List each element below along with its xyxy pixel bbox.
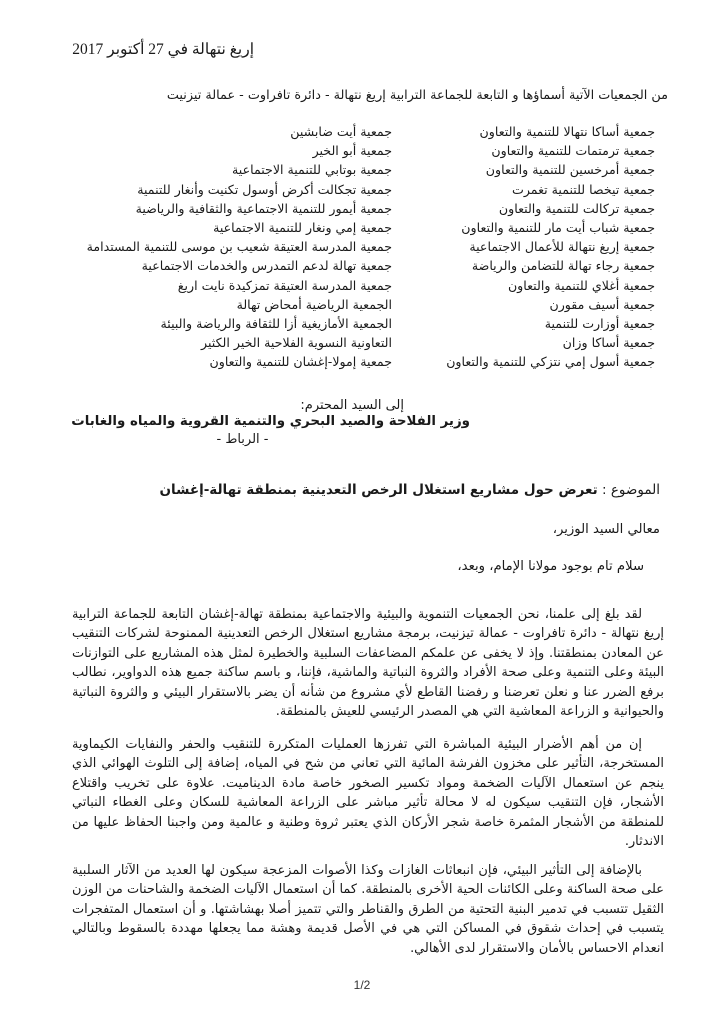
association-item: جمعية رجاء تهالة للتضامن والرياضة bbox=[471, 258, 655, 274]
associations-list-left bbox=[80, 122, 392, 371]
association-item: جمعية أمرخسين للتنمية والتعاون bbox=[485, 162, 655, 178]
association-item: التعاونية النسوية الفلاحية الخير الكثير bbox=[201, 335, 392, 351]
association-item: جمعية تيخصا للتنمية تغمرت bbox=[511, 181, 655, 197]
sender-line: من الجمعيات الآتية أسماؤها و التابعة للجماعة الترابية إريغ نتهالة - دائرة تافراوت - عمالة تيزنيت bbox=[166, 88, 668, 103]
addressee-city: - الرباط - bbox=[216, 432, 269, 447]
associations-list-right bbox=[380, 122, 655, 371]
addressee-minister: وزير الفلاحة والصيد البحري والتنمية القروية والمياه والغابات bbox=[71, 414, 470, 429]
date-line: إريغ نتهالة في 27 أكتوبر 2017 bbox=[72, 41, 254, 58]
subject-line bbox=[100, 482, 660, 498]
association-item: جمعية إمولا-إغشان للتنمية والتعاون bbox=[209, 354, 392, 370]
association-item: جمعية تهالة لدعم التمدرس والخدمات الاجتماعية bbox=[141, 258, 392, 274]
addressee-label: إلى السيد المحترم: bbox=[300, 398, 404, 413]
association-item: جمعية أيمور للتنمية الاجتماعية والثقافية والرياضية bbox=[135, 200, 392, 216]
association-item: جمعية ترمتمات للتنمية والتعاون bbox=[491, 143, 655, 159]
body-paragraph: إن من أهم الأضرار البيئية المباشرة التي تفرزها العمليات المتكررة للتنقيب والحفر والنفايات الكيماوية المستخرجة، التأثير على مخزون الفرشة المائية التي تعاني من شح في المياه، إضافة إلى التلوث الهوائي الذي ينجم عن استعمال الآليات الضخمة ومواد تكسير الصخور خاصة مادة الديناميت. علاوة على تخريب واقتلاع الأشجار، فإن التنقيب سيكون له لا محالة تأثير مباشر على الزراعة المعاشية للسكان وعلى الغطاء النباتي للمنطقة من الأشجار المثمرة خاصة شجر الأركان الذي يعتبر ثروة وطنية و عالمية ومن واجبنا الحفاظ عليها من الاندثار. bbox=[72, 736, 664, 849]
subject-label: الموضوع : bbox=[602, 482, 660, 498]
association-item: جمعية أساكا نتهالا للتنمية والتعاون bbox=[479, 124, 655, 139]
subject-text: تعرض حول مشاريع استغلال الرخص التعدينية بمنطقة تهالة-إغشان bbox=[159, 482, 598, 498]
association-item: جمعية المدرسة العتيقة تمزكيدة نايت اريغ bbox=[177, 277, 392, 293]
association-item: جمعية أسول إمي نتزكي للتنمية والتعاون bbox=[446, 354, 655, 370]
association-item: جمعية أبو الخير bbox=[312, 143, 392, 159]
association-item: جمعية أساكا وزان bbox=[562, 335, 655, 351]
association-item: جمعية تركالت للتنمية والتعاون bbox=[498, 200, 655, 216]
salutation: معالي السيد الوزير، bbox=[552, 522, 660, 537]
association-item: جمعية إريغ نتهالة للأعمال الاجتماعية bbox=[469, 239, 655, 255]
association-item: جمعية شباب أيت مار للتنمية والتعاون bbox=[461, 219, 655, 235]
greeting: سلام تام بوجود مولانا الإمام، وبعد، bbox=[457, 559, 644, 574]
association-item: جمعية أسيف مقورن bbox=[549, 296, 655, 312]
body-paragraph: بالإضافة إلى التأثير البيئي، فإن انبعاثات الغازات وكذا الأصوات المزعجة سيكون لها العديد من الآثار السلبية على صحة الساكنة وعلى الكائنات الحية الأخرى بالمنطقة. كما أن استعمال الآليات الضخمة والشاحنات من الوزن الثقيل تتسبب في تدمير البنية التحتية من الطرق والقناطر والتي تتميز أصلا بهشاشتها. و أن استعمال المتفجرات يتسبب في إحداث شقوق في المساكن التي هي في الأصل قديمة وهشة مما يجعلها مهددة بالسقوط وبالتالي انعدام الاحساس بالأمان والاستقرار لدى الأهالي. bbox=[72, 862, 664, 956]
association-item: جمعية أيت ضابشين bbox=[290, 124, 392, 139]
association-item: جمعية بوتابي للتنمية الاجتماعية bbox=[232, 162, 392, 178]
association-item: جمعية أغلاي للتنمية والتعاون bbox=[507, 277, 655, 293]
association-item: جمعية تجكالت أكرض أوسول تكنيت وأنغار للتنمية bbox=[137, 181, 392, 197]
association-item: الجمعية الأمازيغية أزا للثقافة والرياضة والبيئة bbox=[160, 315, 392, 331]
association-item: جمعية المدرسة العتيقة شعيب بن موسى للتنمية المستدامة bbox=[86, 239, 392, 255]
body-paragraph: لقد بلغ إلى علمنا، نحن الجمعيات التنموية والبيئية والاجتماعية بمنطقة تهالة-إغشان التابعة للجماعة الترابية إريغ نتهالة - دائرة تافراوت - عمالة تيزنيت، برمجة مشاريع استغلال الرخص التعدينية الممنوحة لشركات التنقيب عن المعادن بمنطقتنا. وإذ لا يخفى عن علمكم المضاعفات السلبية والخطيرة لمثل هذه المشاريع على التوازنات البيئة وعلى التنمية وعلى صحة الأفراد والثروة النباتية والماشية، فإننا، و باسم ساكنة جميع هذه الدواوير، نطالب برفع الضرر عنا و نعلن تعرضنا و رفضنا القاطع لأي مشروع من شأنه أن يضر بالاستقرار البيئي و والثروة النباتية والحيوانية و الزراعة المعاشية التي هي المصدر الرئيسي للعيش بالمنطقة. bbox=[72, 606, 664, 719]
page-number: 1/2 bbox=[353, 978, 371, 992]
association-item: جمعية إمي ونغار للتنمية الاجتماعية bbox=[213, 219, 392, 235]
association-item: الجمعية الرياضية أمحاض تهالة bbox=[236, 296, 392, 312]
association-item: جمعية أوزارت للتنمية bbox=[544, 315, 655, 331]
